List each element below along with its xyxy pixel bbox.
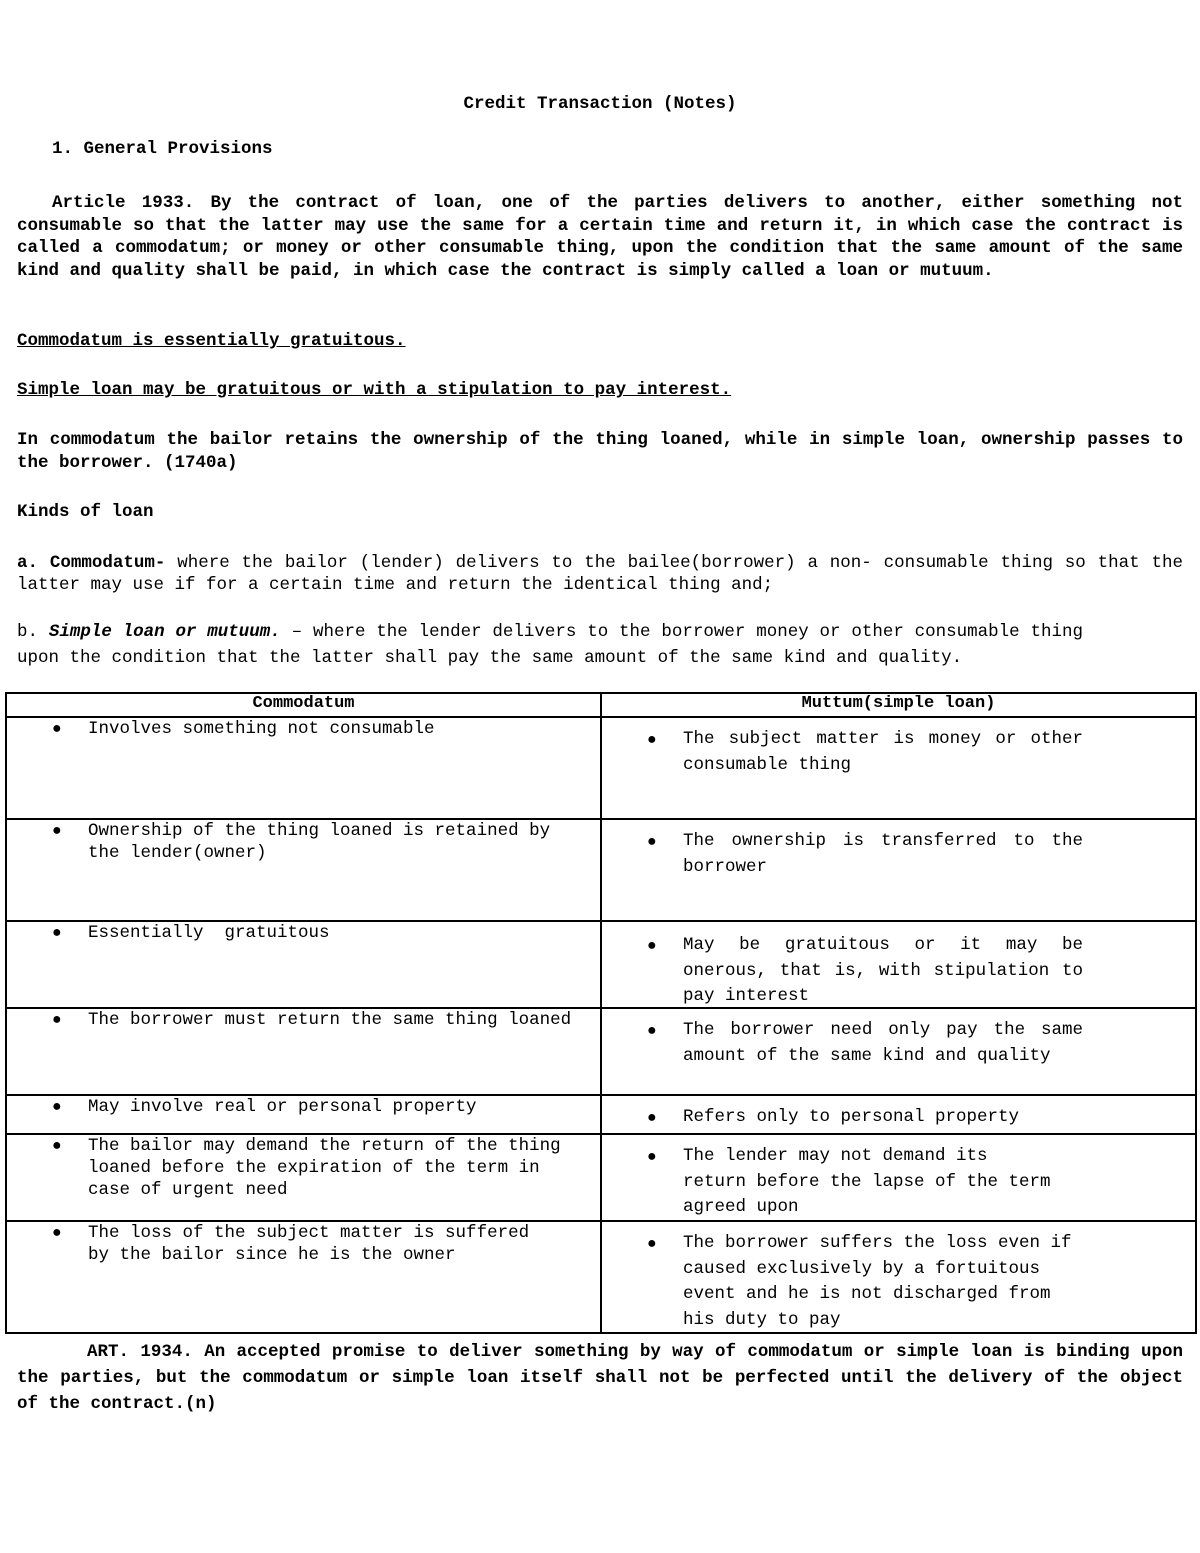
kind-b-text: – where the lender delivers to the borrower money or other consumable thing upon the condition that the latter shall pay the same amount of the same kind and quality. — [17, 622, 1083, 668]
bullet-icon: ● — [52, 1011, 62, 1029]
left-cell-text: May involve real or personal property — [88, 1097, 477, 1117]
table-row — [6, 1134, 1196, 1221]
right-cell-text: The subject matter is money or other consumable thing — [683, 729, 1083, 775]
bullet-icon: ● — [52, 822, 62, 840]
left-cell — [6, 1095, 601, 1134]
bullet-icon: ● — [647, 833, 657, 851]
left-cell — [6, 717, 601, 819]
table-row — [6, 1221, 1196, 1333]
bullet-icon: ● — [52, 1098, 62, 1116]
right-cell — [601, 1008, 1196, 1095]
table-header-row — [6, 693, 1196, 717]
left-cell — [6, 921, 601, 1008]
right-cell-text: The borrower suffers the loss even if caused exclusively by a fortuitous event and he is not discharged from his duty to pay — [683, 1233, 1072, 1330]
kind-b-term: Simple loan or mutuum. — [48, 622, 281, 642]
left-cell-text: The bailor may demand the return of the thing loaned before the expiration of the term in case of urgent need — [88, 1136, 561, 1200]
commodatum-gratuitous-note: Commodatum is essentially gratuitous. — [17, 331, 406, 351]
ownership-note: In commodatum the bailor retains the ownership of the thing loaned, while in simple loan, ownership passes to the borrower. (1740a) — [17, 430, 1183, 473]
left-cell-text: Ownership of the thing loaned is retained by the lender(owner) — [88, 821, 551, 863]
right-cell-text: The borrower need only pay the same amount of the same kind and quality — [683, 1020, 1083, 1066]
bullet-icon: ● — [647, 1022, 657, 1040]
article-1933-paragraph — [17, 192, 1183, 282]
bullet-icon: ● — [52, 720, 62, 738]
table-row — [6, 717, 1196, 819]
left-cell-text: The borrower must return the same thing loaned — [88, 1010, 572, 1030]
right-cell — [601, 921, 1196, 1008]
section-heading: 1. General Provisions — [52, 139, 273, 159]
simple-loan-interest-note: Simple loan may be gratuitous or with a stipulation to pay interest. — [17, 380, 732, 400]
left-cell-text: The loss of the subject matter is suffered by the bailor since he is the owner — [88, 1223, 530, 1265]
article-1934-text: ART. 1934. An accepted promise to deliver something by way of commodatum or simple loan is binding upon the parties, but the commodatum or simple loan itself shall not be perfected until the delivery of the object of the contract.(n) — [17, 1342, 1183, 1414]
table-row — [6, 1095, 1196, 1134]
right-cell-text: May be gratuitous or it may be onerous, that is, with stipulation to pay interest — [683, 935, 1083, 1006]
table-row — [6, 921, 1196, 1008]
right-cell-text: The ownership is transferred to the borrower — [683, 831, 1083, 877]
right-cell — [601, 1095, 1196, 1134]
table-row — [6, 819, 1196, 921]
kind-a-prefix: a. — [17, 553, 50, 573]
left-cell — [6, 819, 601, 921]
table-row — [6, 1008, 1196, 1095]
bullet-icon: ● — [52, 1224, 62, 1242]
bullet-icon: ● — [647, 1109, 657, 1127]
bullet-icon: ● — [52, 1137, 62, 1155]
right-cell-text: The lender may not demand its return before the lapse of the term agreed upon — [683, 1146, 1051, 1217]
article-1934-paragraph — [17, 1339, 1183, 1417]
kind-a-term: Commodatum- — [49, 553, 166, 573]
left-cell — [6, 1134, 601, 1221]
bullet-icon: ● — [647, 731, 657, 749]
left-cell-text: Essentially gratuitous — [88, 923, 330, 943]
bullet-icon: ● — [52, 924, 62, 942]
kind-b-paragraph — [17, 620, 1083, 671]
right-cell — [601, 819, 1196, 921]
bullet-icon: ● — [647, 1148, 657, 1166]
document-title: Credit Transaction (Notes) — [463, 94, 737, 114]
left-cell-text: Involves something not consumable — [88, 719, 435, 739]
header-commodatum: Commodatum — [6, 693, 601, 717]
kinds-heading: Kinds of loan — [17, 502, 154, 522]
kind-a-paragraph — [17, 552, 1183, 596]
article-1933-text: Article 1933. By the contract of loan, one of the parties delivers to another, either something not consumable so that the latter may use the same for a certain time and return it, in which case the contract is called a commodatum; or money or other consumable thing, upon the condition that the same amount of the same kind and quality shall be paid, in which case the contract is simply called a loan or mutuum. — [17, 193, 1183, 281]
header-mutuum: Muttum(simple loan) — [601, 693, 1196, 717]
right-cell-text: Refers only to personal property — [683, 1107, 1020, 1127]
comparison-table — [5, 692, 1197, 1334]
bullet-icon: ● — [647, 1235, 657, 1253]
left-cell — [6, 1008, 601, 1095]
bullet-icon: ● — [647, 937, 657, 955]
right-cell — [601, 1134, 1196, 1221]
right-cell — [601, 1221, 1196, 1333]
left-cell — [6, 1221, 601, 1333]
right-cell — [601, 717, 1196, 819]
kind-a-text: where the bailor (lender) delivers to the bailee(borrower) a non- consumable thing so that the latter may use if for a certain time and return the identical thing and; — [17, 553, 1183, 595]
kind-b-prefix: b. — [17, 622, 49, 642]
